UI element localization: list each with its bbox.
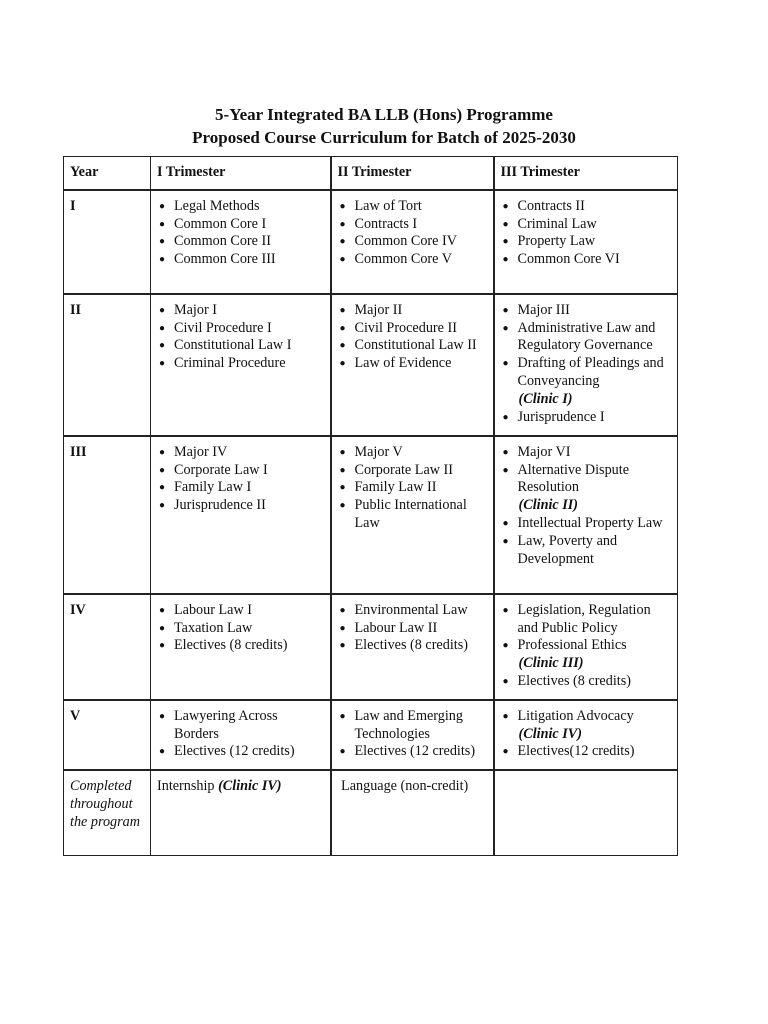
course-name: Jurisprudence I	[517, 408, 605, 425]
course-item	[157, 637, 325, 655]
year-cell: II	[64, 294, 151, 436]
course-name: Common Core IV	[354, 233, 457, 250]
curriculum-table	[63, 156, 678, 856]
trimester-2-cell	[331, 436, 494, 594]
course-item	[338, 216, 488, 234]
course-item	[157, 444, 325, 462]
trimester-3-cell	[494, 594, 678, 700]
course-item	[157, 198, 325, 216]
course-item	[157, 602, 325, 620]
course-item	[501, 602, 673, 638]
trimester-2-cell	[331, 700, 494, 770]
course-item	[501, 355, 673, 408]
course-item	[501, 320, 673, 356]
course-name: Major I	[174, 301, 217, 318]
course-item	[157, 620, 325, 638]
table-row	[64, 594, 678, 700]
empty-cell	[494, 770, 678, 856]
course-item	[157, 497, 325, 515]
course-name: Family Law II	[354, 479, 437, 496]
course-item	[157, 337, 325, 355]
course-list	[338, 708, 488, 761]
header-trimester-3: III Trimester	[494, 157, 678, 190]
table-body	[64, 190, 678, 856]
table-row	[64, 700, 678, 770]
clinic-note: (Clinic II)	[518, 497, 579, 514]
course-item	[338, 708, 488, 744]
year-cell: I	[64, 190, 151, 294]
course-item	[338, 497, 488, 533]
course-name: Administrative Law and Regulatory Governance	[517, 319, 656, 354]
course-list	[157, 302, 325, 373]
course-item	[338, 198, 488, 216]
clinic-note: (Clinic IV)	[518, 725, 582, 742]
course-name: Property Law	[517, 233, 596, 250]
trimester-3-cell	[494, 294, 678, 436]
trimester-3-cell	[494, 190, 678, 294]
course-item	[338, 302, 488, 320]
course-name: Major III	[517, 301, 570, 318]
trimester-1-cell	[151, 700, 331, 770]
course-name: Law, Poverty and Development	[517, 532, 618, 567]
internship-cell	[151, 770, 331, 856]
course-list	[157, 602, 325, 655]
course-item	[338, 233, 488, 251]
completed-throughout-label: Completed throughout the program	[64, 770, 151, 856]
course-list	[338, 302, 488, 373]
internship-text: Internship	[157, 778, 219, 795]
course-item	[501, 302, 673, 320]
course-name: Civil Procedure II	[354, 319, 457, 336]
course-item	[501, 462, 673, 515]
trimester-2-cell	[331, 594, 494, 700]
course-item	[501, 708, 673, 744]
course-item	[338, 637, 488, 655]
document-title	[0, 103, 768, 149]
course-name: Major V	[354, 443, 403, 460]
course-item	[338, 462, 488, 480]
course-name: Electives (12 credits)	[174, 743, 295, 760]
course-name: Labour Law II	[354, 619, 438, 636]
course-name: Corporate Law II	[354, 461, 453, 478]
course-name: Civil Procedure I	[174, 319, 272, 336]
course-list	[501, 444, 673, 569]
course-item	[501, 743, 673, 761]
trimester-2-cell	[331, 294, 494, 436]
course-name: Common Core V	[354, 251, 452, 268]
trimester-1-cell	[151, 190, 331, 294]
course-name: Intellectual Property Law	[517, 514, 663, 531]
clinic-note: (Clinic III)	[518, 655, 584, 672]
header-year: Year	[64, 157, 151, 190]
course-item	[338, 602, 488, 620]
course-name: Common Core VI	[517, 251, 620, 268]
course-item	[338, 320, 488, 338]
course-list	[501, 302, 673, 427]
course-item	[501, 409, 673, 427]
course-name: Alternative Dispute Resolution	[517, 461, 629, 496]
course-name: Electives (8 credits)	[354, 637, 468, 654]
course-name: Criminal Procedure	[174, 355, 286, 372]
header-trimester-2: II Trimester	[331, 157, 494, 190]
course-item	[501, 673, 673, 691]
course-name: Litigation Advocacy	[517, 707, 634, 724]
trimester-1-cell	[151, 436, 331, 594]
course-list	[338, 602, 488, 655]
table-row	[64, 436, 678, 594]
course-item	[338, 337, 488, 355]
course-list	[157, 198, 325, 269]
table-row	[64, 294, 678, 436]
course-item	[338, 251, 488, 269]
course-name: Electives (8 credits)	[174, 637, 288, 654]
course-name: Family Law I	[174, 479, 252, 496]
course-name: Drafting of Pleadings and Conveyancing	[517, 355, 664, 389]
course-name: Common Core III	[174, 251, 276, 268]
course-item	[501, 637, 673, 673]
course-list	[157, 444, 325, 515]
course-name: Major II	[354, 301, 403, 318]
course-name: Legal Methods	[174, 197, 260, 214]
trimester-1-cell	[151, 594, 331, 700]
course-name: Electives (12 credits)	[354, 743, 476, 760]
course-name: Constitutional Law I	[174, 337, 292, 354]
course-item	[501, 533, 673, 569]
course-name: Contracts I	[354, 215, 418, 232]
course-name: Criminal Law	[517, 215, 597, 232]
course-item	[501, 198, 673, 216]
course-item	[338, 479, 488, 497]
trimester-3-cell	[494, 436, 678, 594]
course-item	[501, 515, 673, 533]
trimester-2-cell	[331, 190, 494, 294]
course-item	[157, 708, 325, 744]
internship-clinic-note: (Clinic IV)	[218, 778, 282, 795]
year-cell: III	[64, 436, 151, 594]
course-name: Major VI	[517, 443, 571, 460]
year-cell: IV	[64, 594, 151, 700]
trimester-3-cell	[494, 700, 678, 770]
course-name: Common Core II	[174, 233, 271, 250]
course-item	[501, 233, 673, 251]
course-name: Jurisprudence II	[174, 497, 266, 514]
course-name: Common Core I	[174, 215, 267, 232]
table-row-completed-throughout	[64, 770, 678, 856]
course-item	[157, 320, 325, 338]
course-name: Electives(12 credits)	[517, 743, 635, 760]
course-item	[157, 233, 325, 251]
trimester-1-cell	[151, 294, 331, 436]
course-list	[501, 602, 673, 691]
course-item	[157, 216, 325, 234]
course-name: Law of Evidence	[354, 355, 452, 372]
title-line-1: 5-Year Integrated BA LLB (Hons) Programme	[215, 105, 553, 124]
clinic-note: (Clinic I)	[518, 390, 573, 407]
course-list	[338, 444, 488, 533]
course-list	[338, 198, 488, 269]
course-item	[338, 743, 488, 761]
language-cell: Language (non-credit)	[331, 770, 494, 856]
course-item	[157, 479, 325, 497]
course-name: Law and Emerging Technologies	[354, 707, 463, 742]
course-item	[338, 355, 488, 373]
course-name: Legislation, Regulation and Public Policy	[517, 601, 651, 636]
title-line-2: Proposed Course Curriculum for Batch of 2025-2030	[192, 128, 576, 147]
course-list	[501, 708, 673, 761]
course-item	[157, 302, 325, 320]
course-item	[501, 444, 673, 462]
year-cell: V	[64, 700, 151, 770]
course-name: Taxation Law	[174, 619, 253, 636]
course-item	[157, 355, 325, 373]
header-trimester-1: I Trimester	[151, 157, 331, 190]
course-name: Labour Law I	[174, 601, 252, 618]
course-name: Corporate Law I	[174, 461, 268, 478]
table-row	[64, 190, 678, 294]
course-item	[501, 216, 673, 234]
course-name: Public International Law	[354, 497, 467, 531]
course-item	[501, 251, 673, 269]
course-name: Constitutional Law II	[354, 337, 477, 354]
course-name: Professional Ethics	[517, 637, 627, 654]
table-header-row	[64, 157, 678, 190]
course-name: Major IV	[174, 443, 228, 460]
course-name: Electives (8 credits)	[517, 672, 631, 689]
course-list	[501, 198, 673, 269]
course-item	[157, 251, 325, 269]
course-item	[157, 462, 325, 480]
course-name: Contracts II	[517, 197, 585, 214]
course-item	[338, 444, 488, 462]
course-list	[157, 708, 325, 761]
course-item	[338, 620, 488, 638]
course-name: Environmental Law	[354, 601, 468, 618]
course-name: Law of Tort	[354, 197, 422, 214]
course-name: Lawyering Across Borders	[174, 707, 278, 742]
course-item	[157, 743, 325, 761]
